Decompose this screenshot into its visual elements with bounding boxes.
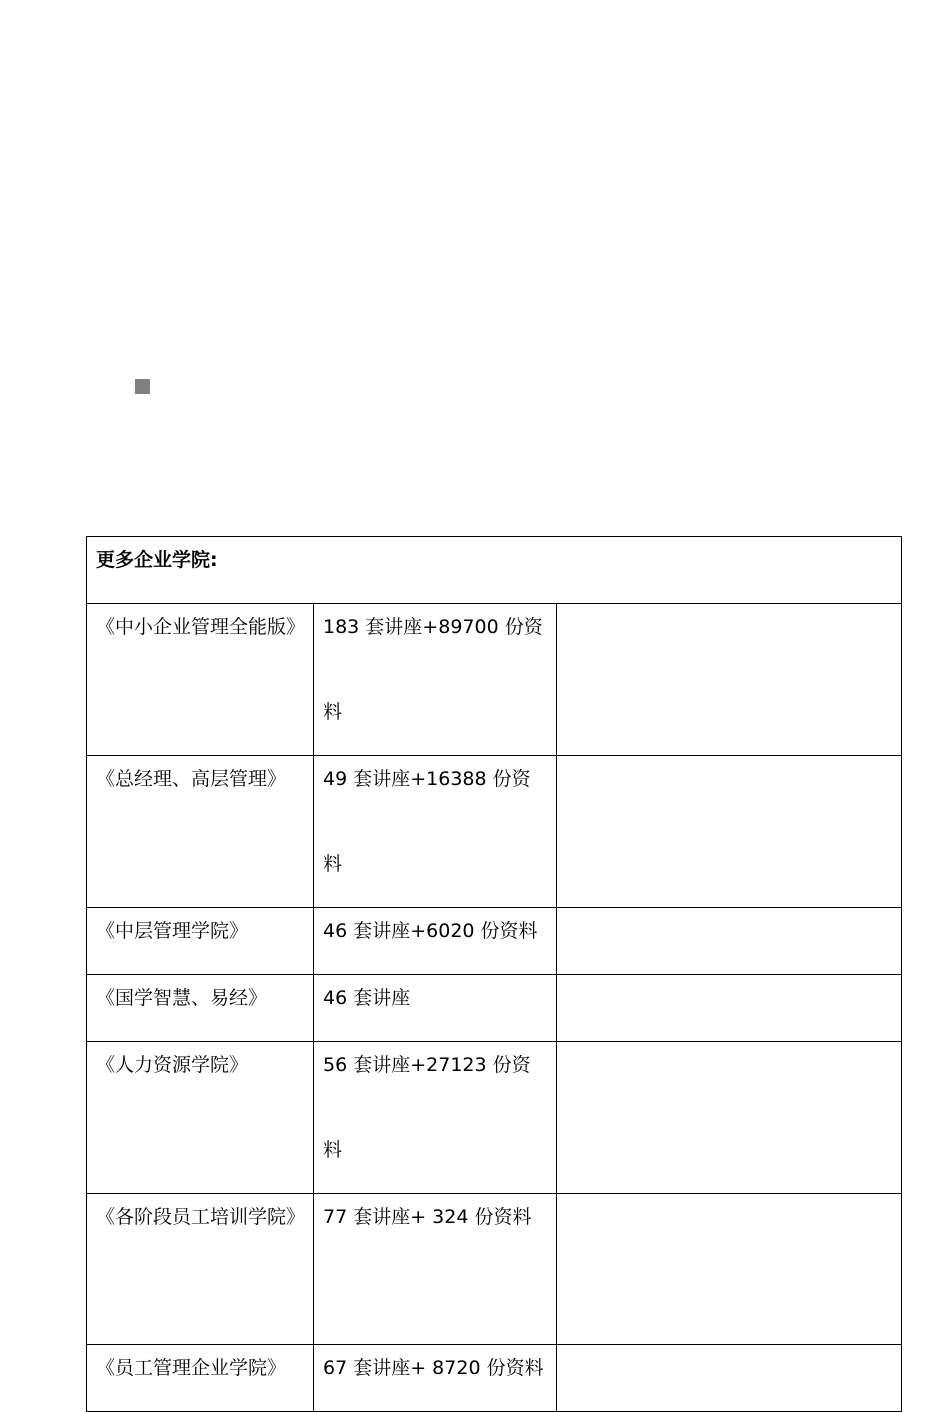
academy-content: 46 套讲座: [323, 987, 411, 1009]
table-row: [87, 1345, 902, 1412]
academy-note-cell: [557, 756, 902, 908]
academy-content-cell: [314, 975, 557, 1042]
academy-content-cell: [314, 908, 557, 975]
table-header-row: [87, 537, 902, 604]
academy-content: 49 套讲座+16388 份资料: [323, 768, 531, 875]
table-row: [87, 1042, 902, 1194]
table-row: [87, 604, 902, 756]
academy-name: 《中层管理学院》: [96, 920, 249, 942]
academy-name-cell: [87, 1194, 314, 1345]
academy-note-cell: [557, 604, 902, 756]
academy-name: 《各阶段员工培训学院》: [96, 1206, 306, 1228]
academy-name: 《员工管理企业学院》: [96, 1357, 287, 1379]
table-row: [87, 1194, 902, 1345]
academy-name: 《人力资源学院》: [96, 1054, 249, 1076]
academy-name-cell: [87, 604, 314, 756]
academy-name: 《总经理、高层管理》: [96, 768, 287, 790]
academy-name: 《中小企业管理全能版》: [96, 616, 306, 638]
academy-note-cell: [557, 1042, 902, 1194]
table-row: [87, 908, 902, 975]
academy-content: 183 套讲座+89700 份资料: [323, 616, 543, 723]
academy-content-cell: [314, 1042, 557, 1194]
academy-name-cell: [87, 908, 314, 975]
academy-name-cell: [87, 975, 314, 1042]
academy-note-cell: [557, 908, 902, 975]
bullet-square-icon: [135, 379, 150, 394]
academy-content-cell: [314, 1345, 557, 1412]
academy-content: 46 套讲座+6020 份资料: [323, 920, 538, 942]
academy-name-cell: [87, 1345, 314, 1412]
academy-content-cell: [314, 1194, 557, 1345]
academy-content: 56 套讲座+27123 份资料: [323, 1054, 531, 1161]
academy-content-cell: [314, 756, 557, 908]
table-row: [87, 756, 902, 908]
academy-name-cell: [87, 1042, 314, 1194]
table-header-text: 更多企业学院:: [96, 549, 218, 571]
table-row: [87, 975, 902, 1042]
academy-name: 《国学智慧、易经》: [96, 987, 268, 1009]
academy-note-cell: [557, 1194, 902, 1345]
academy-name-cell: [87, 756, 314, 908]
academy-content: 77 套讲座+ 324 份资料: [323, 1206, 532, 1228]
academy-note-cell: [557, 1345, 902, 1412]
table-header-cell: [87, 537, 902, 604]
academy-note-cell: [557, 975, 902, 1042]
academy-table: [86, 536, 902, 1412]
academy-content-cell: [314, 604, 557, 756]
academy-content: 67 套讲座+ 8720 份资料: [323, 1357, 544, 1379]
